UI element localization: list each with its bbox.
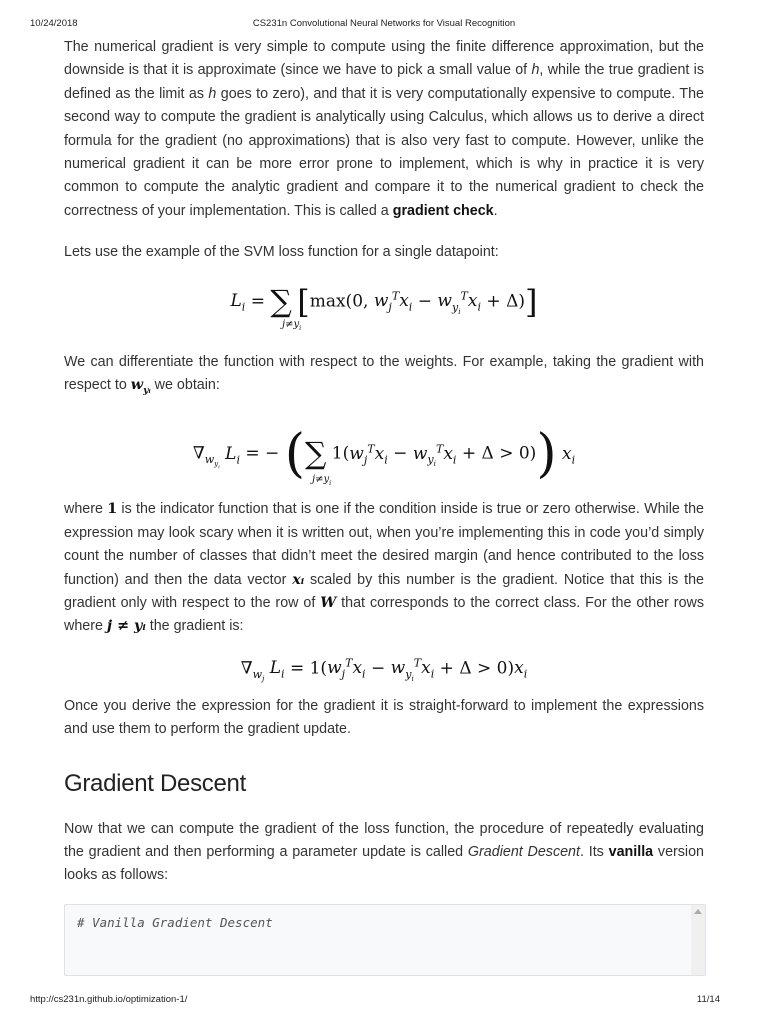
paragraph-svm-intro: Lets use the example of the SVM loss function for a single datapoint: bbox=[64, 244, 499, 261]
article-content bbox=[64, 36, 704, 976]
print-date: 10/24/2018 bbox=[30, 18, 78, 29]
print-url: http://cs231n.github.io/optimization-1/ bbox=[30, 994, 188, 1005]
code-scrollbar[interactable] bbox=[691, 905, 705, 975]
paragraph-numerical-vs-analytic: The numerical gradient is very simple to compute using the finite difference approximation, but the downside is that it is approximate (since we have to pick a small value of h, while the true gradient is defined as the limit as h goes to zero), and that it is very computationally expensive to compute. The second way to compute the gradient is analytically using Calculus, which allows us to derive a direct formula for the gradient (no approximations) that is also very fast to compute. However, unlike the numerical gradient it can be more error prone to implement, which is why in practice it is very common to compute the analytic gradient and compare it to the numerical gradient to check the correctness of your implementation. This is called a gradient check. bbox=[64, 39, 704, 219]
var-h: h bbox=[531, 62, 540, 79]
print-page-title: CS231n Convolutional Neural Networks for Visual Recognition bbox=[252, 18, 516, 29]
paragraph-derive: Once you derive the expression for the gradient it is straight-forward to implement the expressions and use them to perform the gradient update. bbox=[64, 697, 704, 738]
code-comment: # Vanilla Gradient Descent bbox=[77, 914, 273, 930]
equation-gradient-correct-class: $\nabla_{w_{y_i}}$ $L_i$ = − (∑ $1(w_j^Tx_i - w_{y_i}^Tx_i + \Delta > 0)$) $x_i$ $j\ne y_i$ bbox=[192, 424, 576, 488]
var-h: h bbox=[208, 85, 217, 102]
scroll-up-icon[interactable] bbox=[694, 909, 702, 914]
section-heading-gradient-descent: Gradient Descent bbox=[64, 769, 246, 797]
paragraph-indicator: where 1 is the indicator function that is one if the condition inside is true or zero otherwise. While the expression may look scary when it is written out, when you’re implementing this in code you’d simply count the number of classes that didn’t meet the desired margin (and hence contributed to the loss function) and then the data vector xᵢ scaled by this number is the gradient. Notice that this is the gradient only with respect to the row of W that corresponds to the correct class. For the other rows where j ≠ yᵢ the gradient is: bbox=[64, 501, 704, 635]
term-gradient-check: gradient check bbox=[392, 202, 494, 219]
print-page-number: 11/14 bbox=[696, 994, 720, 1005]
paragraph-differentiate: We can differentiate the function with respect to the weights. For example, taking the gradient with respect to $w_{yᵢ}$ we obtain: bbox=[64, 353, 704, 396]
equation-svm-loss: $L_i$ = ∑ [max(0, $w_j^Tx_i - w_{y_i}^Tx_i + \Delta$)] $j\ne y_i$ bbox=[230, 282, 538, 332]
code-block bbox=[64, 904, 706, 976]
equation-gradient-other-rows: $\nabla_{w_j}$ $L_i = 1(w_j^Tx_i - w_{y_i}^Tx_i + \Delta > 0)x_i$ bbox=[240, 656, 528, 684]
paragraph-gradient-descent: Now that we can compute the gradient of the loss function, the procedure of repeatedly evaluating the gradient and then performing a parameter update is called Gradient Descent. Its vanilla version looks as follows: bbox=[64, 820, 705, 884]
